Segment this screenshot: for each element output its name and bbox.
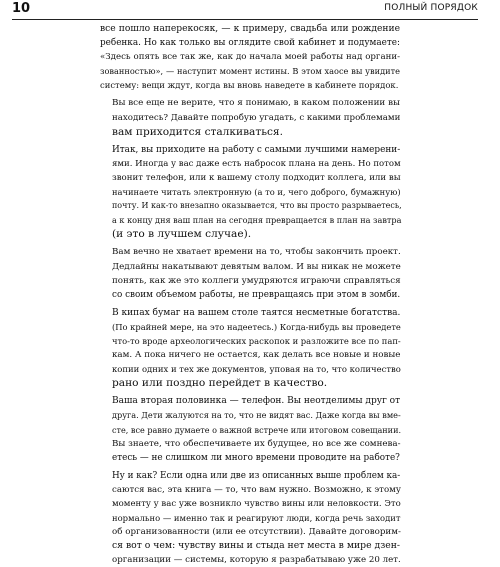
text-line: Вам вечно не хватает времени на то, чтобы закончить проект.: [112, 247, 401, 258]
text-line: систему: вещи ждут, когда вы вновь наведете в кабинете порядок.: [100, 80, 399, 91]
text-line: почту. И как-то внезапно оказывается, что вы просто разрываетесь,: [112, 201, 402, 211]
text-line: начинаете читать электронную (а то и, чего доброго, бумажную): [112, 187, 401, 198]
paragraph: [100, 22, 400, 92]
text-line: Ваша вторая половинка — телефон. Вы неотделимы друг от: [112, 396, 401, 407]
text-line: все пошло наперекосяк, — к примеру, свадьба или рождение: [100, 24, 400, 34]
paragraph: [100, 469, 400, 567]
text-line: Вы знаете, что обеспечиваете их будущее, но все же сомнева-: [112, 438, 401, 449]
text-line: а к концу дня ваш план на сегодня превращается в план на завтра: [112, 215, 402, 226]
paragraph: [100, 96, 400, 138]
text-line: зованностью», — наступит момент истины. В этом хаосе вы увидите: [100, 66, 400, 77]
paragraph: [100, 394, 400, 464]
text-line: об организованности (или ее отсутствии). Давайте договорим-: [112, 527, 401, 538]
text-line: (По крайней мере, на это надеетесь.) Когда-нибудь вы проведете: [112, 321, 401, 332]
text-line: саются вас, эта книга — то, что вам нужно. Возможно, к этому: [112, 484, 401, 495]
text-line: Ну и как? Если одна или две из описанных выше проблем ка-: [112, 470, 401, 481]
text-line: со своим объемом работы, не превращаясь при этом в зомби.: [112, 289, 401, 300]
text-line: копии одних и тех же документов, уповая на то, что количество: [112, 364, 401, 375]
text-line: Дедлайны накатывают девятым валом. И вы никак не можете: [112, 261, 401, 272]
page-number: 10: [12, 1, 31, 16]
paragraph: [100, 245, 400, 301]
body-text: [100, 22, 400, 567]
paragraph: [100, 306, 400, 391]
text-line: понять, как же это коллеги умудряются играючи справляться: [112, 275, 401, 286]
text-line: етесь — не слишком ли много времени проводите на работе?: [112, 452, 400, 463]
running-head: ПОЛНЫЙ ПОРЯДОК: [384, 3, 478, 13]
paragraph: [100, 143, 400, 242]
text-line: ребенка. Но как только вы оглядите свой кабинет и подумаете:: [100, 38, 400, 49]
text-line: «Здесь опять все так же, как до начала моей работы над органи-: [100, 52, 400, 63]
text-line: сте, все равно думаете о важной встрече или итоговом совещании.: [112, 424, 402, 435]
text-line: звонит телефон, или к вашему столу подходит коллега, или вы: [112, 172, 401, 183]
text-line: друга. Дети жалуются на то, что не видят вас. Даже когда вы вме-: [112, 410, 401, 421]
text-line: вам приходится сталкиваться.: [112, 125, 283, 138]
text-line: (и это в лучшем случае).: [112, 228, 252, 241]
text-line: ся вот о чем: чувству вины и стыда нет места в мире дзен-: [112, 540, 401, 552]
text-line: нормально — именно так и реагируют люди, когда речь заходит: [112, 513, 401, 524]
text-line: находитесь? Давайте попробую угадать, с какими проблемами: [112, 112, 401, 123]
text-line: моменту у вас уже возникло чувство вины или неловкости. Это: [112, 499, 401, 509]
text-line: ями. Иногда у вас даже есть набросок плана на день. Но потом: [112, 158, 401, 169]
text-line: кам. А пока ничего не остается, как делать все новые и новые: [112, 350, 401, 361]
text-line: Вы все еще не верите, что я понимаю, в каком положении вы: [112, 98, 400, 109]
text-line: В кипах бумаг на вашем столе таятся несметные богатства.: [112, 307, 401, 318]
text-line: организации — системы, которую я разрабатываю уже 20 лет.: [112, 555, 401, 566]
text-line: Итак, вы приходите на работу с самыми лучшими намерени-: [112, 144, 401, 155]
page-header: [12, 0, 478, 20]
text-line: рано или поздно перейдет в качество.: [112, 377, 328, 390]
text-line: что-то вроде археологических раскопок и разложите все по пап-: [112, 335, 401, 346]
